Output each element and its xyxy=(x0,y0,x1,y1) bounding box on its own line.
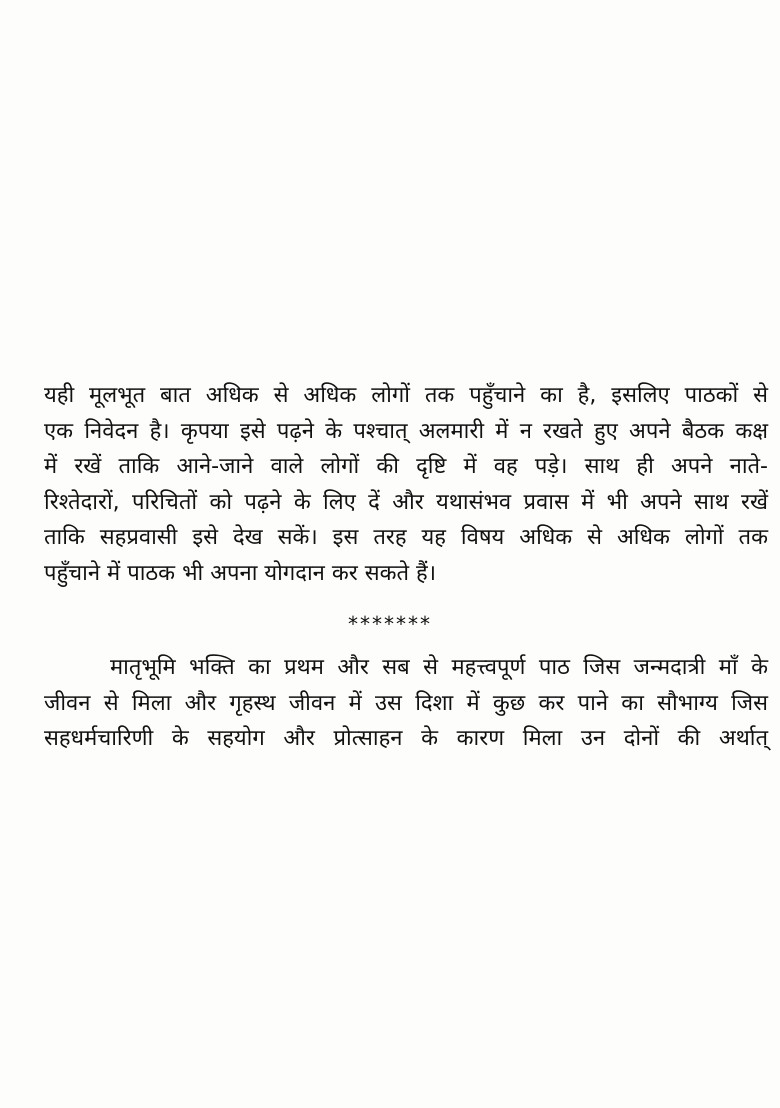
text-line: में रखें ताकि आने-जाने वाले लोगों की दृष्टि में वह पड़े। साथ ही अपने नाते- xyxy=(44,454,768,479)
section-separator: ******* xyxy=(348,612,432,636)
text-line: पहुँचाने में पाठक भी अपना योगदान कर सकते हैं। xyxy=(44,560,437,586)
text-line: यही मूलभूत बात अधिक से अधिक लोगों तक पहुँचाने का है, इसलिए पाठकों से xyxy=(44,383,768,408)
text-line: एक निवेदन है। कृपया इसे पढ़ने के पश्चात् अलमारी में न रखते हुए अपने बैठक कक्ष xyxy=(44,418,768,444)
text-line: रिश्तेदारों, परिचितों को पढ़ने के लिए दें और यथासंभव प्रवास में भी अपने साथ रखें xyxy=(44,489,768,515)
text-line: ताकि सहप्रवासी इसे देख सकें। इस तरह यह विषय अधिक से अधिक लोगों तक xyxy=(44,525,768,550)
text-line: जीवन से मिला और गृहस्थ जीवन में उस दिशा में कुछ कर पाने का सौभाग्य जिस xyxy=(44,690,768,716)
text-line: सहधर्मचारिणी के सहयोग और प्रोत्साहन के कारण मिला उन दोनों की अर्थात् xyxy=(44,726,768,751)
paragraph-dedication xyxy=(44,650,768,757)
paragraph-reader-request xyxy=(44,378,768,591)
text-line: मातृभूमि भक्ति का प्रथम और सब से महत्त्वपूर्ण पाठ जिस जन्मदात्री माँ के xyxy=(110,655,768,680)
